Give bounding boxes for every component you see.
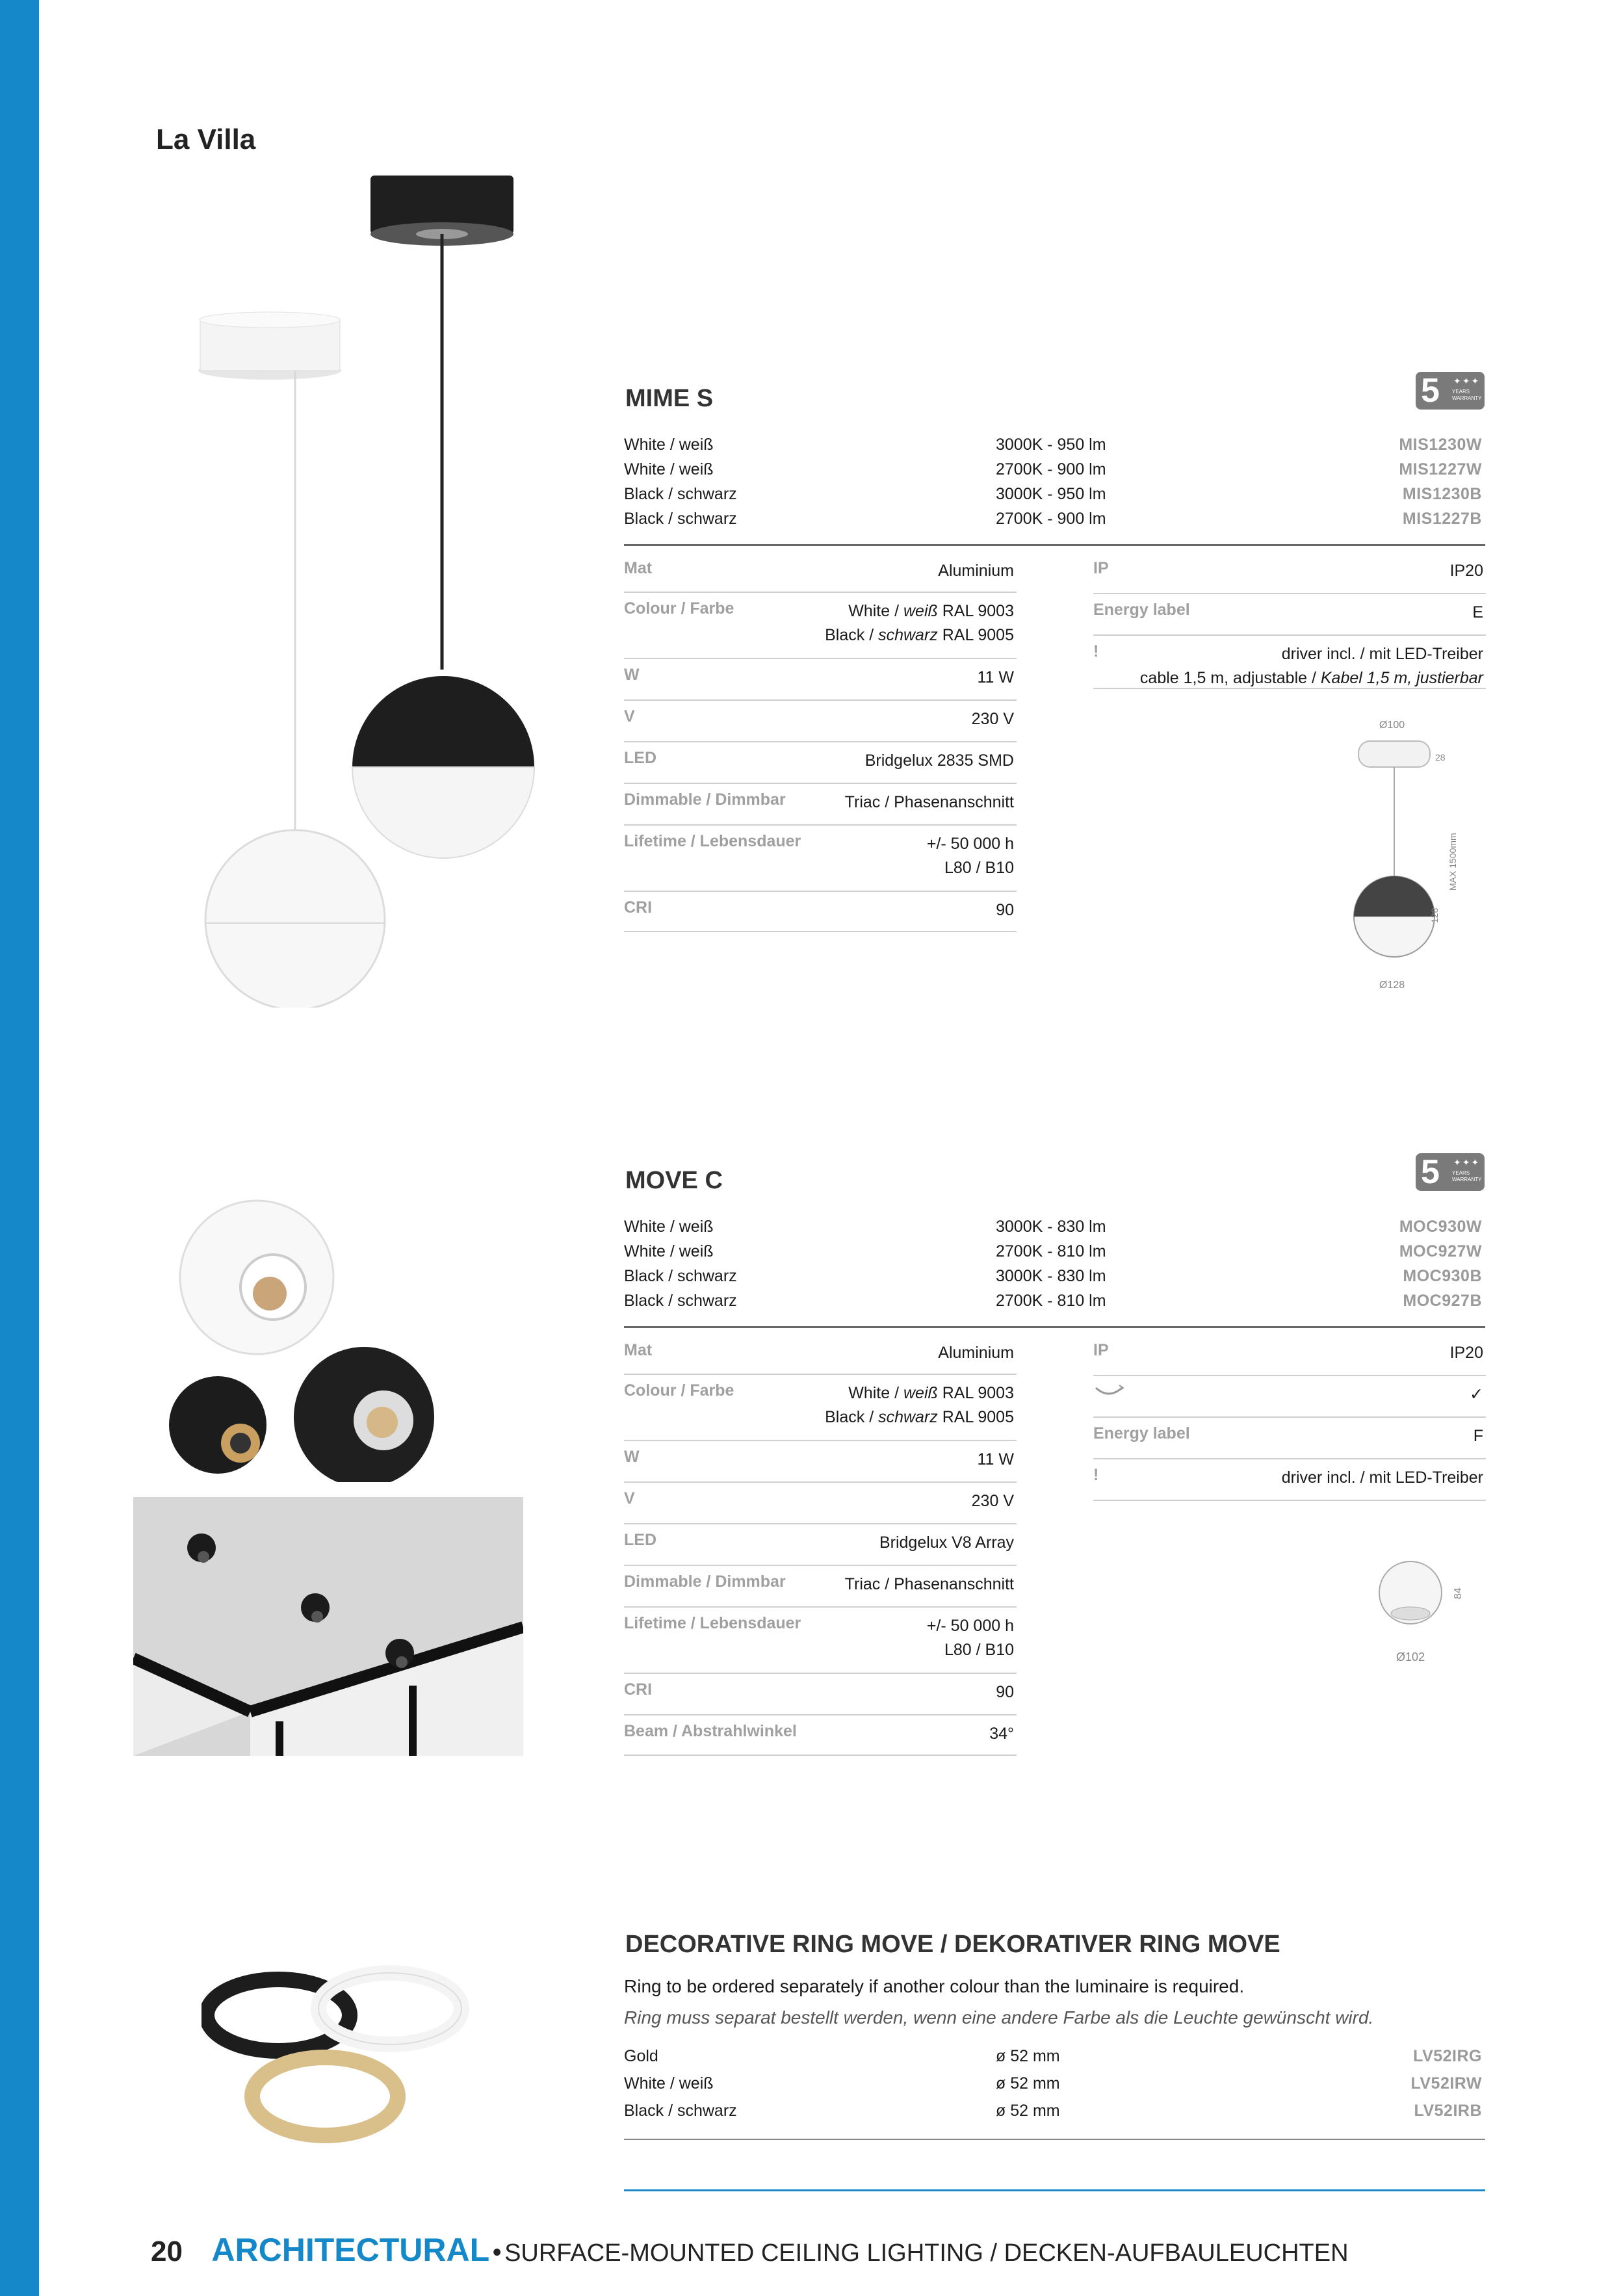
brand-title: La Villa [156,124,256,155]
spec-value [825,1381,1014,1429]
spec-label: Colour / Farbe [624,599,734,618]
variant-colour: White / weiß [624,1218,714,1236]
footer-subcategory: SURFACE-MOUNTED CEILING LIGHTING / DECKEN-AUFBAULEUCHTEN [504,2239,1349,2267]
move-c-divider [624,1326,1485,1328]
spec-value-part: driver incl. / mit LED-Treiber [1281,645,1483,663]
spec-value: 230 V [971,1492,1014,1510]
dimension-max-length: MAX 1500mm [1448,833,1458,891]
variant-colour: White / weiß [624,436,714,454]
variant-row [624,432,1482,457]
spec-value-part: L80 / B10 [944,859,1014,877]
spec-label: Energy label [1093,601,1190,619]
variant-size: ø 52 mm [996,2074,1060,2093]
move-c-title: MOVE C [625,1167,723,1194]
spec-value: driver incl. / mit LED-Treiber [1281,1468,1483,1487]
spec-row [624,553,1017,593]
move-c-product-image [149,1196,513,1482]
mime-s-spec-table-left [624,553,1017,932]
variant-row [624,2097,1482,2124]
spec-value [825,599,1014,647]
side-accent-bar [0,0,39,2296]
variant-light: 2700K - 810 lm [996,1292,1106,1310]
spec-value: 230 V [971,710,1014,728]
variant-code: MIS1227B [1402,510,1482,528]
spec-row [624,826,1017,892]
spec-label: Lifetime / Lebensdauer [624,1614,801,1632]
variant-code: MOC927B [1403,1292,1482,1310]
spec-label: Mat [624,1341,653,1359]
spec-value-part: +/- 50 000 h [926,1617,1014,1635]
variant-colour: Black / schwarz [624,1267,737,1285]
spec-value: IP20 [1449,1344,1483,1362]
variant-colour: Black / schwarz [624,485,737,503]
spec-label: V [624,1489,635,1507]
spec-label: V [624,707,635,725]
variant-row [624,1239,1482,1264]
variant-row [624,1264,1482,1288]
move-c-warranty-badge [1416,1153,1485,1191]
move-c-technical-drawing [1358,1554,1488,1671]
footer-rule [624,2189,1485,2191]
variant-colour: White / weiß [624,460,714,478]
variant-light: 2700K - 900 lm [996,460,1106,478]
spec-row [624,1441,1017,1483]
spec-value: F [1473,1427,1483,1445]
warranty-years: 5 [1421,1153,1440,1191]
warranty-years: 5 [1421,372,1440,410]
spec-label: Lifetime / Lebensdauer [624,832,801,850]
spec-label: ! [1093,642,1099,660]
variant-code: LV52IRW [1410,2074,1482,2093]
spec-value [1140,642,1483,690]
spec-value-part: schwarz [878,1408,938,1426]
spec-label: LED [624,749,656,767]
spec-row [624,593,1017,659]
dimension-diameter: Ø102 [1396,1650,1425,1663]
variant-colour: Black / schwarz [624,510,737,528]
variant-row [624,1288,1482,1313]
spec-value: Bridgelux V8 Array [879,1533,1014,1552]
spec-value-part: Kabel 1,5 m, justierbar [1320,669,1483,687]
variant-size: ø 52 mm [996,2102,1060,2120]
footer-separator: • [492,2238,502,2267]
spec-row [624,1566,1017,1608]
spec-row [624,1375,1017,1441]
spec-label: Colour / Farbe [624,1381,734,1400]
spec-value-part: Black / [825,1408,879,1426]
move-c-variant-list [624,1214,1482,1313]
spec-value-part: RAL 9003 [937,602,1014,620]
spec-value: E [1472,603,1483,621]
variant-code: MOC930W [1399,1218,1482,1236]
variant-code: MOC930B [1403,1267,1482,1285]
variant-code: LV52IRG [1413,2047,1482,2065]
variant-colour: White / weiß [624,1242,714,1260]
ring-divider [624,2139,1485,2140]
variant-light: 3000K - 950 lm [996,436,1106,454]
spec-value: Aluminium [938,562,1014,580]
move-c-spec-table-left [624,1335,1017,1756]
spec-label: CRI [624,898,653,917]
variant-row [624,506,1482,531]
spec-label: Energy label [1093,1424,1190,1442]
decorative-ring-image [201,1963,487,2158]
spec-value-part: White / [848,1384,903,1402]
spec-row [1093,1335,1486,1376]
variant-row [624,2070,1482,2097]
spec-value: Aluminium [938,1344,1014,1362]
spec-row [624,1674,1017,1715]
spec-label: Beam / Abstrahlwinkel [624,1722,797,1740]
move-c-spec-table-right [1093,1335,1486,1501]
spec-value: 90 [996,901,1014,919]
spec-value: 34° [989,1725,1014,1743]
spec-row [624,701,1017,742]
spec-label: CRI [624,1680,653,1699]
mime-s-product-image [195,163,559,1008]
variant-code: MIS1227W [1399,460,1482,478]
spec-row [1093,553,1486,594]
dimension-canopy-height: 28 [1435,752,1446,763]
spec-row [1093,1459,1486,1501]
warranty-label: YEARS WARRANTY [1452,389,1482,401]
spec-value-part: +/- 50 000 h [926,835,1014,853]
variant-row [624,1214,1482,1239]
spec-value: Triac / Phasenanschnitt [844,793,1014,811]
mime-s-technical-drawing [1326,709,1495,1008]
ring-description: Ring to be ordered separately if another colour than the luminaire is required. [624,1976,1245,1996]
spec-label: Dimmable / Dimmbar [624,1572,786,1591]
spec-value: Triac / Phasenanschnitt [844,1575,1014,1593]
spec-label: ! [1093,1466,1099,1484]
mime-s-variant-list [624,432,1482,531]
stars-icon: ✦✦✦ [1453,376,1481,386]
variant-colour: Black / schwarz [624,1292,737,1310]
spec-value: 11 W [977,668,1014,686]
stars-icon: ✦✦✦ [1453,1157,1481,1168]
spec-value-part: Black / [825,626,879,644]
spec-value: Bridgelux 2835 SMD [864,751,1014,770]
dimension-diameter-top: Ø100 [1379,720,1405,731]
spec-label: IP [1093,1341,1109,1359]
spec-label: Dimmable / Dimmbar [624,790,786,809]
spec-row [624,1715,1017,1756]
dimension-height: 84 [1453,1587,1464,1599]
spec-value-part: weiß [903,602,938,620]
spec-row [1093,1418,1486,1459]
mime-s-spec-table-right [1093,553,1486,689]
spec-value [927,832,1014,880]
spec-value-part: cable 1,5 m, adjustable / [1139,669,1321,687]
footer-category: ARCHITECTURAL [211,2232,490,2268]
spec-value: IP20 [1449,562,1483,580]
spec-row [624,892,1017,932]
spec-value-part: White / [848,602,903,620]
tilt-icon [1093,1383,1126,1403]
variant-code: MOC927W [1399,1242,1482,1260]
variant-colour: Black / schwarz [624,2102,737,2120]
spec-value-part: L80 / B10 [944,1641,1014,1659]
variant-light: 3000K - 830 lm [996,1267,1106,1285]
ring-variant-list [624,2042,1482,2124]
variant-code: MIS1230B [1402,485,1482,503]
spec-value-part: schwarz [878,626,938,644]
page-number: 20 [151,2236,183,2267]
spec-label: LED [624,1531,656,1549]
ring-description-de: Ring muss separat bestellt werden, wenn eine andere Farbe als die Leuchte gewünscht wird. [624,2007,1374,2028]
spec-value-part: RAL 9003 [937,1384,1014,1402]
variant-light: 3000K - 950 lm [996,485,1106,503]
spec-value-part: RAL 9005 [937,626,1014,644]
spec-row [1093,636,1486,689]
variant-row [624,482,1482,506]
spec-row [624,1524,1017,1566]
variant-colour: White / weiß [624,2074,714,2093]
variant-row [624,457,1482,482]
spec-row [624,1608,1017,1674]
spec-row [624,742,1017,784]
variant-colour: Gold [624,2047,658,2065]
spec-row [624,1483,1017,1524]
warranty-label: YEARS WARRANTY [1452,1170,1482,1182]
spec-row [1093,1376,1486,1418]
spec-row [624,659,1017,701]
move-c-ceiling-photo [133,1497,523,1756]
check-icon: ✓ [1470,1385,1483,1403]
variant-code: LV52IRB [1414,2102,1482,2120]
spec-row [624,784,1017,826]
mime-s-divider [624,544,1485,546]
dimension-diameter-globe: Ø128 [1379,980,1405,991]
spec-label: W [624,1448,640,1466]
spec-value [927,1614,1014,1662]
variant-light: 3000K - 830 lm [996,1218,1106,1236]
spec-label: Mat [624,559,653,577]
spec-value-part: RAL 9005 [937,1408,1014,1426]
dimension-globe-height: 128 [1429,907,1440,923]
spec-row [624,1335,1017,1375]
spec-row [1093,594,1486,636]
variant-row [624,2042,1482,2070]
page-footer [151,2231,1349,2269]
mime-s-title: MIME S [625,385,714,412]
spec-value: 90 [996,1683,1014,1701]
spec-label: IP [1093,559,1109,577]
mime-s-warranty-badge [1416,372,1485,410]
spec-value: 11 W [977,1450,1014,1468]
spec-value-part: weiß [903,1384,938,1402]
ring-title: DECORATIVE RING MOVE / DEKORATIVER RING MOVE [625,1931,1280,1958]
variant-size: ø 52 mm [996,2047,1060,2065]
variant-light: 2700K - 900 lm [996,510,1106,528]
variant-code: MIS1230W [1399,436,1482,454]
variant-light: 2700K - 810 lm [996,1242,1106,1260]
spec-label: W [624,666,640,684]
